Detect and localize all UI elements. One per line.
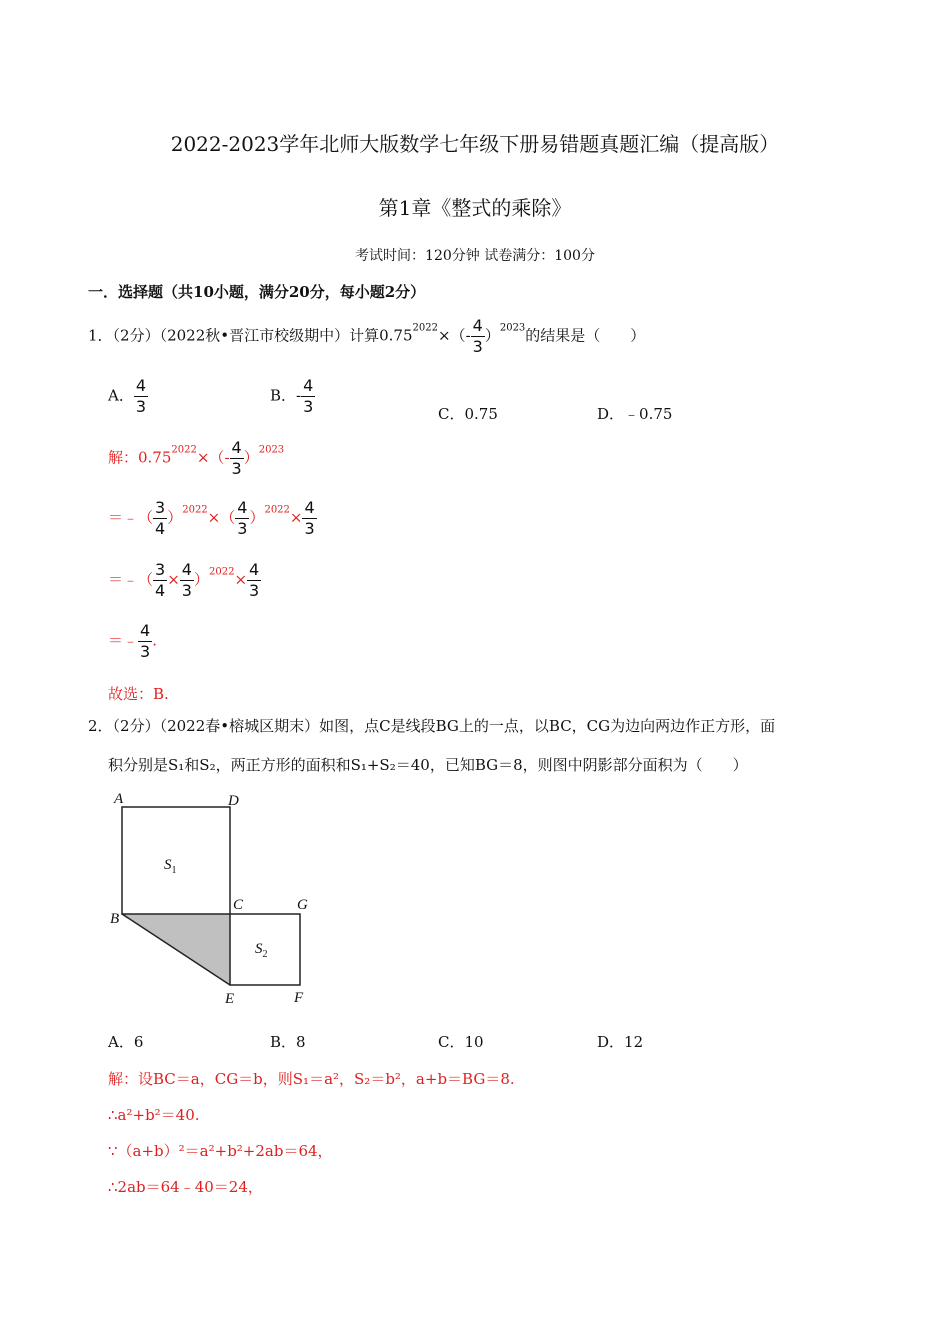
label-e: E bbox=[225, 991, 235, 1007]
solution-line-2: ＝﹣（ $\frac{3}{4}$ ）$^{2022}$×（ $\frac{4}{3}$ ）$^{2022}$× $\frac{4}{3}$ bbox=[108, 498, 315, 538]
label-b: B bbox=[110, 911, 120, 927]
option-c: C．0.75 bbox=[438, 405, 498, 423]
question-source: （2022秋•晋江市校级期中） bbox=[159, 326, 350, 345]
label-c: C bbox=[233, 897, 244, 913]
label-s1: $S_1$ bbox=[164, 857, 177, 876]
label-g: G bbox=[297, 897, 308, 913]
option-d: D．12 bbox=[597, 1033, 644, 1051]
label-s2: $S_2$ bbox=[255, 941, 268, 960]
solution-line-1: 解：$0.75^{2022}\times(-$ $\frac{4}{3}$ ）$^{2023}$ bbox=[108, 438, 285, 478]
question-2-stem-line-2: 积分别是S₁和S₂，两正方形的面积和S₁+S₂＝40，已知BG＝8，则图中阴影部分面积为（ ） bbox=[108, 756, 748, 774]
option-b: B．8 bbox=[270, 1033, 306, 1051]
option-a: A．6 bbox=[108, 1033, 144, 1051]
solution-line-1: 解：设BC＝a，CG＝b，则S₁＝a²，S₂＝b²，a+b＝BG＝8. bbox=[108, 1070, 515, 1088]
question-points: （2分） bbox=[112, 326, 160, 345]
chapter-title: 第1章《整式的乘除》 bbox=[378, 196, 572, 220]
fraction: $\frac{4}{3}$ bbox=[472, 316, 483, 356]
solution-line-3: ＝﹣（ $\frac{3}{4}$ × $\frac{4}{3}$ ）$^{2022}$× $\frac{4}{3}$ bbox=[108, 560, 260, 600]
label-d: D bbox=[228, 793, 239, 809]
square-s1 bbox=[122, 807, 230, 914]
question-2-stem-line-1: 2．（2分）（2022春•榕城区期末）如图，点C是线段BG上的一点，以BC，CG为边向两边作正方形，面 bbox=[88, 717, 776, 735]
question-1-stem: 1．（2分）（2022秋•晋江市校级期中）计算$0.75^{2022}\times(-$ $\frac{4}{3}$ ）$^{2023}$的结果是（ ） bbox=[88, 316, 646, 356]
solution-answer: 故选：B. bbox=[108, 685, 169, 703]
section-heading: 一．选择题（共10小题，满分20分，每小题2分） bbox=[88, 283, 426, 301]
geometry-figure bbox=[100, 790, 330, 1014]
label-f: F bbox=[294, 990, 304, 1006]
option-b: B．- $\frac{4}{3}$ bbox=[270, 376, 314, 416]
question-number: 1． bbox=[88, 326, 113, 345]
option-d: D．﹣0.75 bbox=[597, 405, 673, 423]
label-a: A bbox=[114, 791, 124, 807]
question-source: （2022春•榕城区期末） bbox=[159, 717, 320, 735]
option-c: C．10 bbox=[438, 1033, 484, 1051]
solution-line-4: ∴2ab＝64﹣40＝24， bbox=[108, 1178, 263, 1196]
doc-title: 2022-2023学年北师大版数学七年级下册易错题真题汇编（提高版） bbox=[170, 132, 780, 156]
solution-line-3: ∵（a+b）²＝a²+b²+2ab＝64， bbox=[108, 1142, 333, 1160]
question-number: 2． bbox=[88, 717, 113, 735]
solution-line-4: ＝﹣ $\frac{4}{3}$ . bbox=[108, 621, 157, 661]
solution-line-2: ∴a²+b²＝40. bbox=[108, 1106, 200, 1124]
exam-info: 考试时间：120分钟 试卷满分：100分 bbox=[355, 248, 595, 264]
option-a: A． $\frac{4}{3}$ bbox=[108, 376, 147, 416]
question-points: （2分） bbox=[112, 717, 160, 735]
